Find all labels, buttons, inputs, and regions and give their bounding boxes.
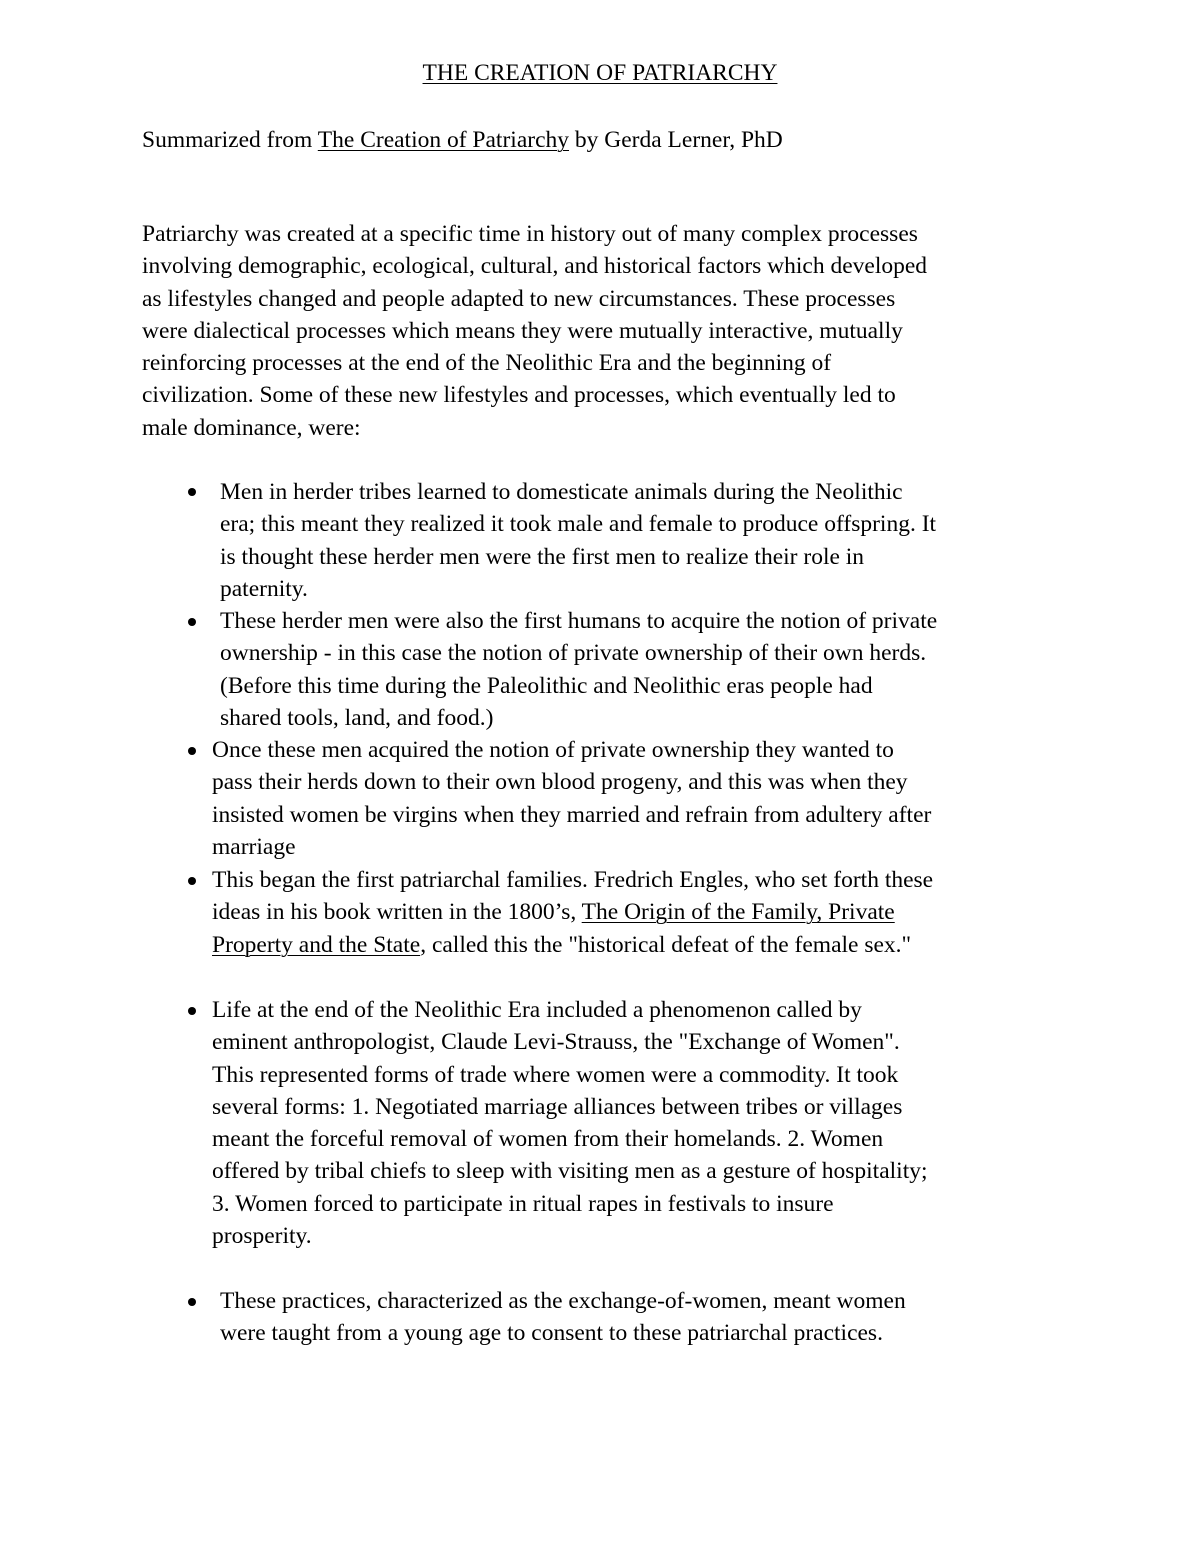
- list-item: [220, 476, 936, 605]
- text-line: meant the forceful removal of women from their homelands. 2. Women: [212, 1126, 884, 1153]
- list-item: [212, 994, 928, 1252]
- text-line: This began the first patriarchal families. Fredrich Engles, who set forth these: [212, 867, 934, 893]
- text-line: involving demographic, ecological, cultural, and historical factors which developed: [142, 253, 928, 280]
- bullet-dot-icon: [188, 488, 196, 496]
- text-line: (Before this time during the Paleolithic and Neolithic eras people had: [220, 672, 873, 699]
- document-title: THE CREATION OF PATRIARCHY: [422, 60, 778, 86]
- text-line: shared tools, land, and food.): [220, 704, 494, 731]
- text-line: reinforcing processes at the end of the Neolithic Era and the beginning of: [142, 350, 832, 377]
- text-line: These practices, characterized as the exchange-of-women, meant women: [220, 1288, 906, 1314]
- bullet-dot-icon: [188, 618, 196, 626]
- text-line: These herder men were also the first humans to acquire the notion of private: [220, 608, 938, 634]
- text-line: era; this meant they realized it took male and female to produce offspring. It: [220, 511, 937, 538]
- text-line: paternity.: [220, 575, 308, 602]
- text-line: offered by tribal chiefs to sleep with visiting men as a gesture of hospitality;: [212, 1158, 928, 1185]
- text-line: several forms: 1. Negotiated marriage alliances between tribes or villages: [212, 1093, 903, 1120]
- list-item: [220, 605, 937, 734]
- text-line: Men in herder tribes learned to domesticate animals during the Neolithic: [220, 479, 903, 505]
- text-line: ownership - in this case the notion of private ownership of their own herds.: [220, 640, 927, 667]
- text-line: were dialectical processes which means they were mutually interactive, mutually: [142, 317, 903, 344]
- book-title: The Creation of Patriarchy: [317, 127, 570, 153]
- text-line: This represented forms of trade where women were a commodity. It took: [212, 1061, 899, 1088]
- list-item: [212, 864, 933, 961]
- text-line: Once these men acquired the notion of private ownership they wanted to: [212, 737, 894, 763]
- bullet-dot-icon: [188, 877, 196, 885]
- document-subtitle: Summarized from The Creation of Patriarchy by Gerda Lerner, PhD: [142, 127, 783, 153]
- intro-paragraph: [142, 218, 927, 444]
- list-item: [220, 1285, 906, 1350]
- list-item: [212, 734, 931, 863]
- bullet-dot-icon: [188, 1007, 196, 1015]
- text-line: Property and the State, called this the "historical defeat of the female sex.": [212, 931, 912, 958]
- text-line: eminent anthropologist, Claude Levi-Strauss, the "Exchange of Women".: [212, 1029, 900, 1056]
- engels-book-title-cont: Property and the State: [212, 931, 421, 958]
- engels-book-title: The Origin of the Family, Private: [581, 899, 895, 926]
- text-line: ideas in his book written in the 1800’s, The Origin of the Family, Private: [212, 899, 895, 926]
- bullet-dot-icon: [188, 747, 196, 755]
- text-line: civilization. Some of these new lifestyles and processes, which eventually led to: [142, 382, 896, 409]
- text-line: Life at the end of the Neolithic Era included a phenomenon called by: [212, 997, 862, 1023]
- text-line: 3. Women forced to participate in ritual rapes in festivals to insure: [212, 1190, 834, 1217]
- text-line: is thought these herder men were the first men to realize their role in: [220, 543, 865, 570]
- text-line: were taught from a young age to consent to these patriarchal practices.: [220, 1320, 883, 1347]
- text-line: as lifestyles changed and people adapted to new circumstances. These processes: [142, 285, 896, 312]
- text-line: male dominance, were:: [142, 414, 361, 441]
- text-line: marriage: [212, 833, 296, 860]
- text-line: pass their herds down to their own blood progeny, and this was when they: [212, 769, 908, 796]
- bullet-dot-icon: [188, 1298, 196, 1306]
- text-line: insisted women be virgins when they married and refrain from adultery after: [212, 801, 932, 828]
- text-line: Patriarchy was created at a specific time in history out of many complex processes: [142, 221, 918, 247]
- text-line: prosperity.: [212, 1223, 312, 1250]
